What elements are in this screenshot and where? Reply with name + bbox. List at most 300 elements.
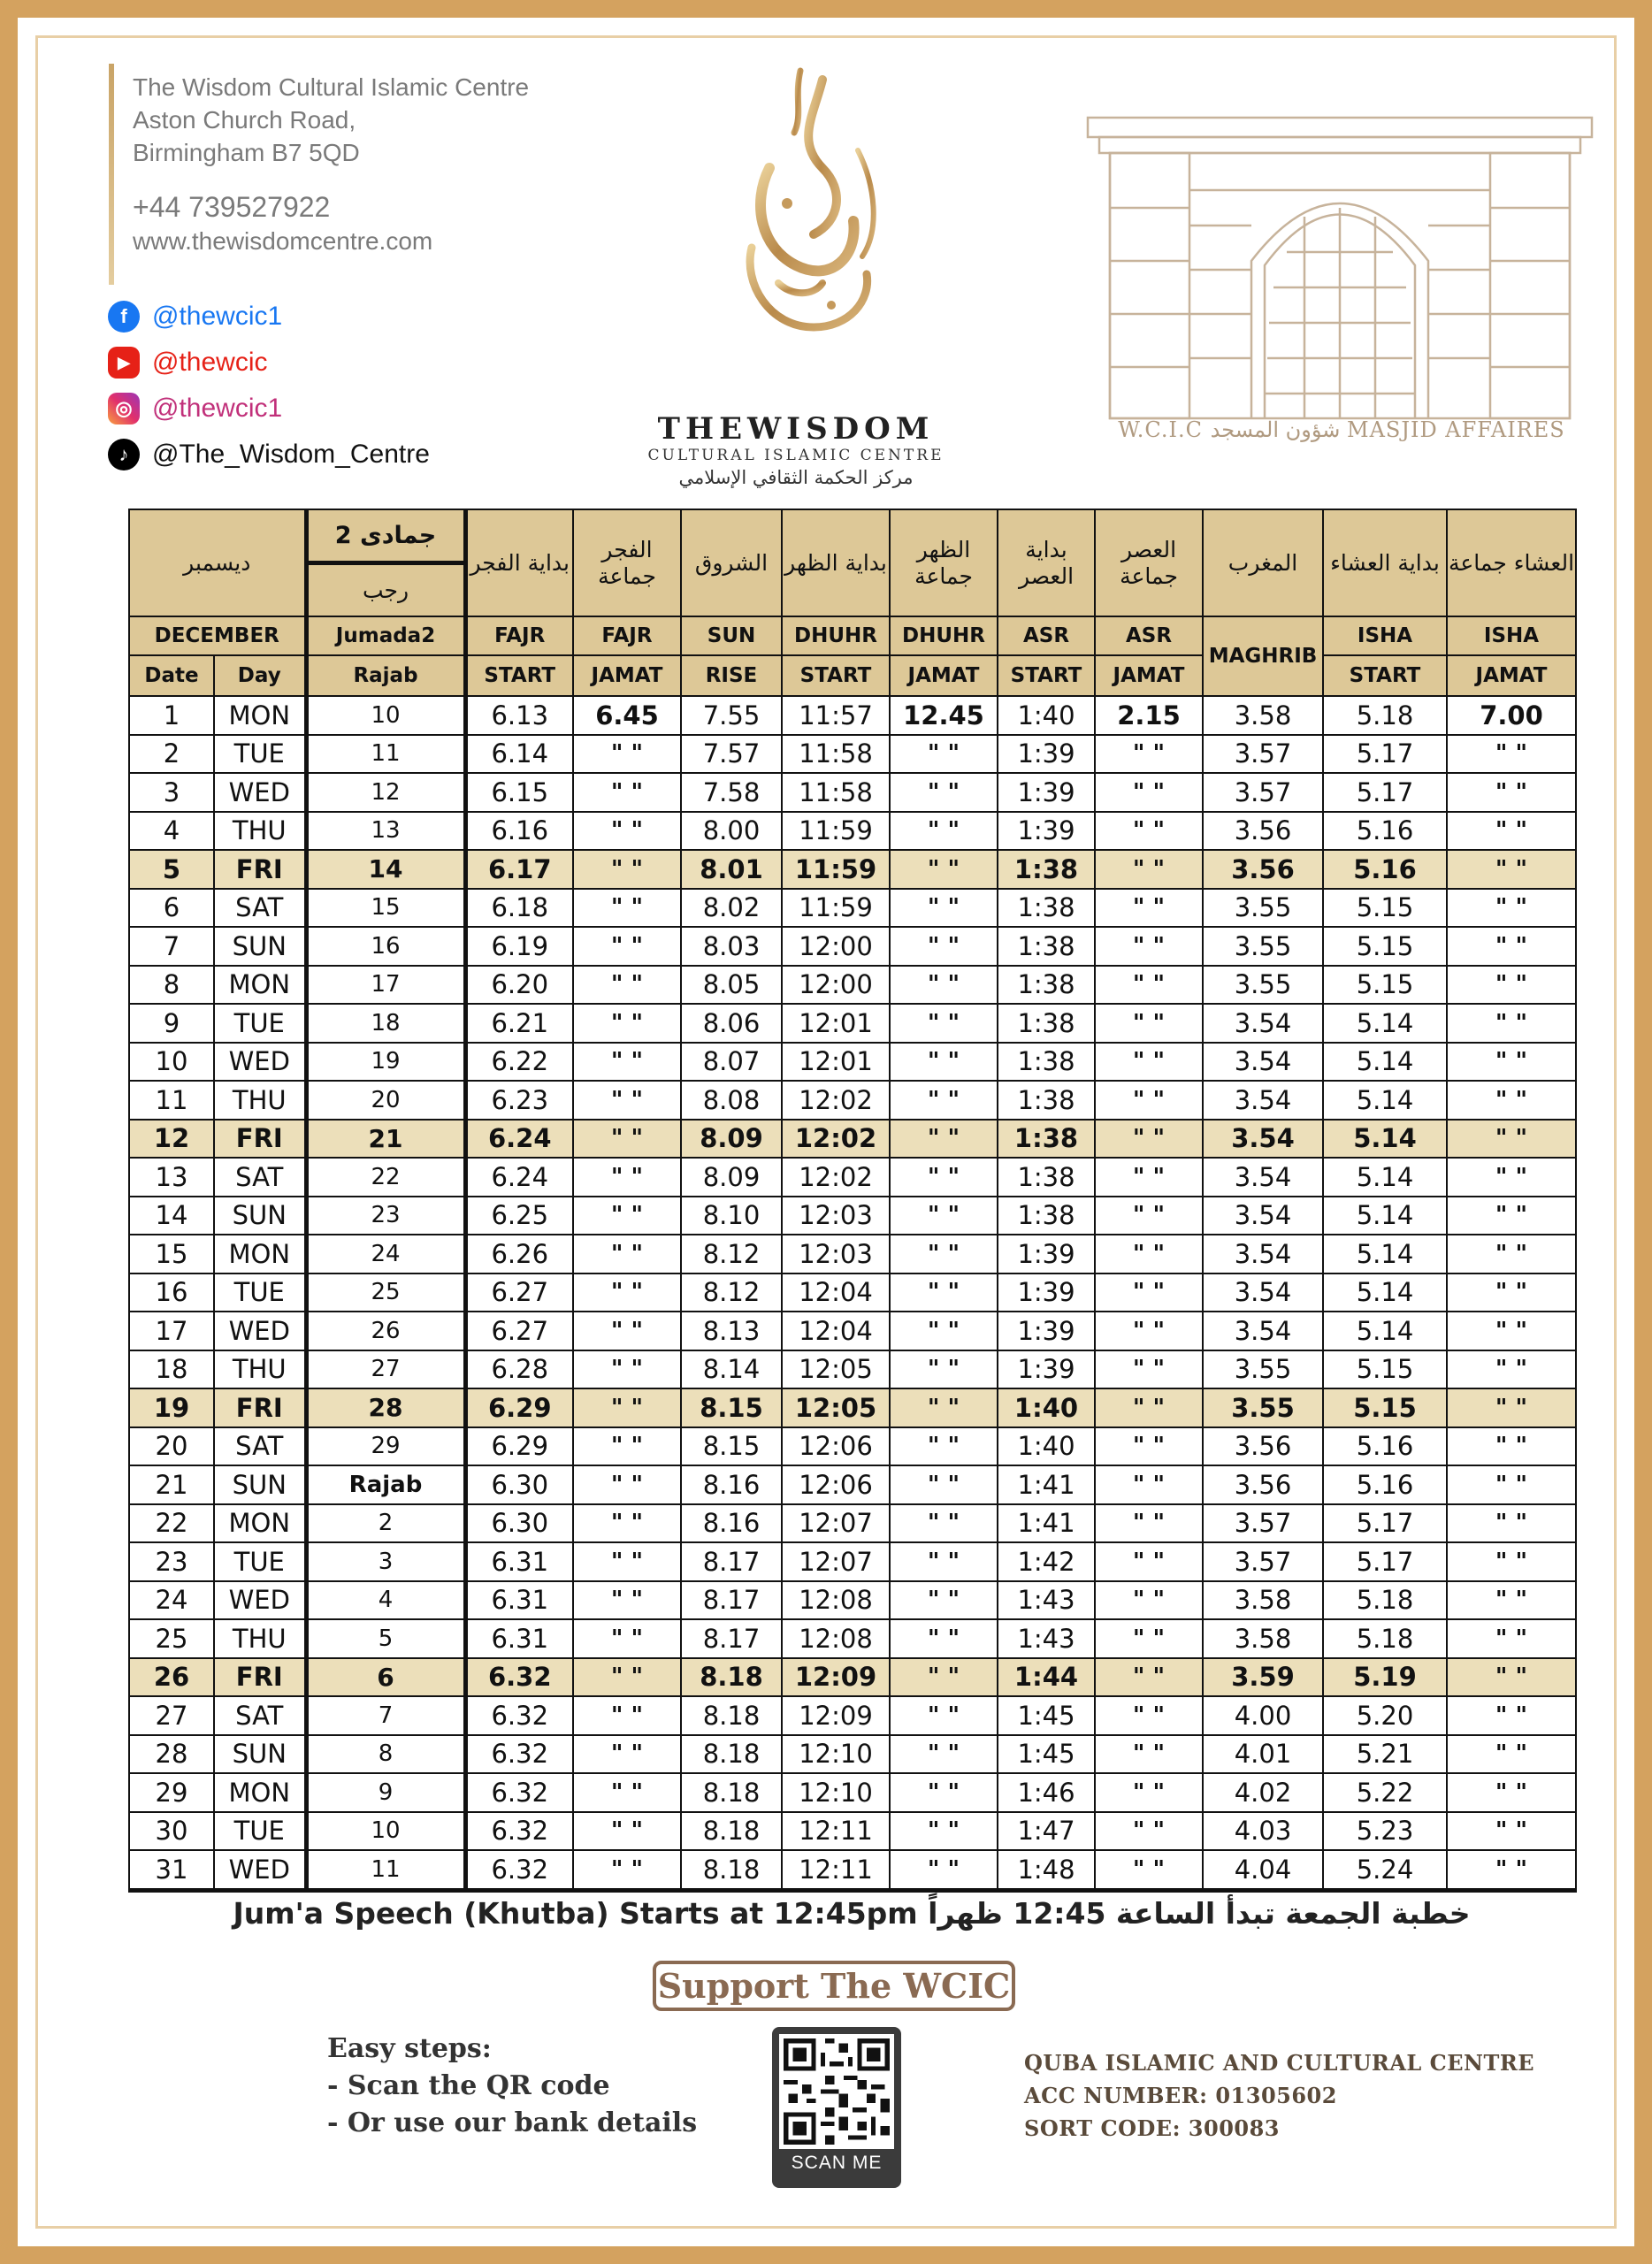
day-cell: FRI: [214, 850, 306, 889]
hijri-cell: 18: [306, 1004, 465, 1043]
maghrib-cell: 3.54: [1203, 1120, 1323, 1159]
asr-jamat-cell: " ": [1095, 1773, 1203, 1812]
social-tiktok[interactable]: [108, 432, 550, 478]
table-row: [129, 1427, 1576, 1466]
dhuhr-start-cell: 12:10: [782, 1773, 890, 1812]
header-maghrib: MAGHRIB: [1203, 616, 1323, 696]
hijri-cell: Rajab: [306, 1465, 465, 1504]
fajr-jamat-cell: " ": [573, 1388, 681, 1427]
maghrib-cell: 3.57: [1203, 735, 1323, 774]
asr-jamat-cell: " ": [1095, 1735, 1203, 1774]
hijri-cell: 26: [306, 1312, 465, 1350]
maghrib-cell: 3.56: [1203, 850, 1323, 889]
asr-jamat-cell: " ": [1095, 735, 1203, 774]
table-row: [129, 812, 1576, 851]
hijri-cell: 13: [306, 812, 465, 851]
day-cell: WED: [214, 1043, 306, 1082]
isha-jamat-cell: " ": [1447, 1274, 1576, 1312]
fajr-jamat-cell: " ": [573, 1619, 681, 1658]
table-row: [129, 1274, 1576, 1312]
dhuhr-start-cell: 12:01: [782, 1004, 890, 1043]
phone-number: +44 739527922: [133, 191, 331, 223]
day-cell: SUN: [214, 1465, 306, 1504]
date-cell: 9: [129, 1004, 214, 1043]
social-handle: @thewcic1: [152, 302, 283, 331]
header-fajr: FAJR: [465, 616, 573, 655]
youtube-icon: ▶: [108, 347, 140, 379]
date-cell: 20: [129, 1427, 214, 1466]
social-instagram[interactable]: [108, 386, 550, 432]
asr-start-cell: 1:39: [998, 773, 1095, 812]
table-row: [129, 1197, 1576, 1235]
fajr-start-cell: 6.15: [465, 773, 573, 812]
isha-start-cell: 5.14: [1323, 1081, 1447, 1120]
steps-heading: Easy steps:: [327, 2033, 492, 2064]
isha-jamat-cell: " ": [1447, 1542, 1576, 1581]
asr-jamat-cell: " ": [1095, 1158, 1203, 1197]
sunrise-cell: 8.13: [681, 1312, 782, 1350]
asr-jamat-cell: " ": [1095, 1696, 1203, 1735]
fajr-jamat-cell: " ": [573, 1004, 681, 1043]
header-date: Date: [129, 655, 214, 696]
hijri-cell: 23: [306, 1197, 465, 1235]
khutba-notice: Jum'a Speech (Khutba) Starts at 12:45pm خطبة الجمعة تبدأ الساعة 12:45 ظهراً: [233, 1896, 1471, 1931]
dhuhr-start-cell: 12:09: [782, 1696, 890, 1735]
date-cell: 24: [129, 1581, 214, 1620]
qr-code[interactable]: [772, 2027, 901, 2188]
isha-jamat-cell: " ": [1447, 1158, 1576, 1197]
maghrib-cell: 3.57: [1203, 773, 1323, 812]
fajr-jamat-cell: " ": [573, 1465, 681, 1504]
asr-jamat-cell: " ": [1095, 1465, 1203, 1504]
maghrib-cell: 3.54: [1203, 1197, 1323, 1235]
facebook-icon: f: [108, 301, 140, 333]
table-row: [129, 773, 1576, 812]
maghrib-cell: 4.00: [1203, 1696, 1323, 1735]
hijri-cell: 16: [306, 927, 465, 966]
fajr-start-cell: 6.32: [465, 1735, 573, 1774]
day-cell: SAT: [214, 1427, 306, 1466]
header-start: START: [782, 655, 890, 696]
dhuhr-jamat-cell: " ": [890, 773, 998, 812]
maghrib-cell: 3.55: [1203, 889, 1323, 928]
maghrib-cell: 4.03: [1203, 1812, 1323, 1851]
logo-arabic: مركز الحكمة الثقافي الإسلامي: [678, 467, 914, 488]
isha-start-cell: 5.18: [1323, 1581, 1447, 1620]
isha-start-cell: 5.15: [1323, 1350, 1447, 1389]
header-maghrib-arabic: المغرب: [1203, 509, 1323, 616]
asr-jamat-cell: " ": [1095, 1043, 1203, 1082]
header-start: START: [465, 655, 573, 696]
sunrise-cell: 8.17: [681, 1619, 782, 1658]
dhuhr-jamat-cell: " ": [890, 1004, 998, 1043]
table-row: [129, 1850, 1576, 1890]
tiktok-icon: ♪: [108, 439, 140, 470]
hijri-cell: 10: [306, 696, 465, 735]
asr-start-cell: 1:39: [998, 1350, 1095, 1389]
hijri-cell: 21: [306, 1120, 465, 1159]
social-youtube[interactable]: [108, 340, 550, 386]
isha-jamat-cell: " ": [1447, 850, 1576, 889]
day-cell: SAT: [214, 1696, 306, 1735]
date-cell: 10: [129, 1043, 214, 1082]
dhuhr-jamat-cell: " ": [890, 735, 998, 774]
asr-jamat-cell: " ": [1095, 1427, 1203, 1466]
maghrib-cell: 3.55: [1203, 1388, 1323, 1427]
sunrise-cell: 8.12: [681, 1235, 782, 1274]
fajr-jamat-cell: " ": [573, 1427, 681, 1466]
dhuhr-jamat-cell: " ": [890, 1735, 998, 1774]
asr-start-cell: 1:38: [998, 1081, 1095, 1120]
asr-jamat-cell: " ": [1095, 1197, 1203, 1235]
dhuhr-start-cell: 11:59: [782, 889, 890, 928]
fajr-jamat-cell: " ": [573, 812, 681, 851]
maghrib-cell: 3.54: [1203, 1043, 1323, 1082]
sunrise-cell: 8.16: [681, 1465, 782, 1504]
day-cell: MON: [214, 1773, 306, 1812]
sunrise-cell: 8.09: [681, 1120, 782, 1159]
fajr-start-cell: 6.31: [465, 1619, 573, 1658]
date-cell: 17: [129, 1312, 214, 1350]
dhuhr-start-cell: 12:11: [782, 1850, 890, 1890]
dhuhr-jamat-cell: " ": [890, 1504, 998, 1543]
day-cell: THU: [214, 1619, 306, 1658]
hijri-cell: 3: [306, 1542, 465, 1581]
maghrib-cell: 4.02: [1203, 1773, 1323, 1812]
calligraphy-logo-icon: [690, 62, 902, 354]
asr-jamat-cell: " ": [1095, 850, 1203, 889]
day-cell: TUE: [214, 1004, 306, 1043]
isha-start-cell: 5.14: [1323, 1120, 1447, 1159]
header-jamat: JAMAT: [573, 655, 681, 696]
asr-jamat-cell: " ": [1095, 1581, 1203, 1620]
asr-start-cell: 1:38: [998, 1197, 1095, 1235]
day-cell: SUN: [214, 1735, 306, 1774]
header-asr: ASR: [998, 616, 1095, 655]
day-cell: FRI: [214, 1388, 306, 1427]
dhuhr-jamat-cell: " ": [890, 1427, 998, 1466]
isha-start-cell: 5.17: [1323, 1504, 1447, 1543]
asr-start-cell: 1:43: [998, 1619, 1095, 1658]
header-dhuhr-start-arabic: بداية الظهر: [782, 509, 890, 616]
table-row: [129, 1158, 1576, 1197]
hijri-cell: 17: [306, 966, 465, 1005]
table-row: [129, 1388, 1576, 1427]
asr-jamat-cell: " ": [1095, 1388, 1203, 1427]
asr-start-cell: 1:47: [998, 1812, 1095, 1851]
maghrib-cell: 3.58: [1203, 696, 1323, 735]
sunrise-cell: 8.17: [681, 1581, 782, 1620]
dhuhr-jamat-cell: " ": [890, 1197, 998, 1235]
dhuhr-jamat-cell: " ": [890, 1773, 998, 1812]
hijri-cell: 24: [306, 1235, 465, 1274]
header-dhuhr-j: DHUHR: [890, 616, 998, 655]
day-cell: WED: [214, 1850, 306, 1890]
maghrib-cell: 3.58: [1203, 1619, 1323, 1658]
arabic-header-row: [129, 509, 1576, 563]
header-asr-jamat-arabic: العصر جماعة: [1095, 509, 1203, 616]
date-cell: 7: [129, 927, 214, 966]
isha-start-cell: 5.16: [1323, 850, 1447, 889]
day-cell: WED: [214, 773, 306, 812]
asr-start-cell: 1:38: [998, 889, 1095, 928]
dhuhr-start-cell: 12:04: [782, 1274, 890, 1312]
header-sunrise-arabic: الشروق: [681, 509, 782, 616]
isha-jamat-cell: " ": [1447, 1350, 1576, 1389]
asr-start-cell: 1:39: [998, 1235, 1095, 1274]
asr-jamat-cell: " ": [1095, 1542, 1203, 1581]
asr-jamat-cell: " ": [1095, 927, 1203, 966]
isha-start-cell: 5.16: [1323, 1427, 1447, 1466]
dhuhr-start-cell: 12:10: [782, 1735, 890, 1774]
table-row: [129, 966, 1576, 1005]
isha-start-cell: 5.14: [1323, 1004, 1447, 1043]
table-row: [129, 1542, 1576, 1581]
dhuhr-jamat-cell: " ": [890, 1850, 998, 1890]
date-cell: 12: [129, 1120, 214, 1159]
date-cell: 4: [129, 812, 214, 851]
social-handle: @thewcic: [152, 348, 268, 377]
hijri-cell: 2: [306, 1504, 465, 1543]
maghrib-cell: 3.54: [1203, 1274, 1323, 1312]
table-row: [129, 1081, 1576, 1120]
header-dhuhr-jamat-arabic: الظهر جماعة: [890, 509, 998, 616]
isha-jamat-cell: " ": [1447, 1312, 1576, 1350]
fajr-jamat-cell: " ": [573, 1542, 681, 1581]
asr-start-cell: 1:40: [998, 1388, 1095, 1427]
dhuhr-start-cell: 11:58: [782, 773, 890, 812]
logo-title: THEWISDOM: [657, 411, 935, 447]
header-month-arabic: ديسمبر: [129, 509, 306, 616]
maghrib-cell: 3.54: [1203, 1081, 1323, 1120]
fajr-jamat-cell: " ": [573, 1158, 681, 1197]
fajr-start-cell: 6.14: [465, 735, 573, 774]
qr-label: SCAN ME: [791, 2153, 883, 2173]
day-cell: WED: [214, 1312, 306, 1350]
day-cell: SAT: [214, 1158, 306, 1197]
maghrib-cell: 3.57: [1203, 1504, 1323, 1543]
date-cell: 22: [129, 1504, 214, 1543]
dhuhr-jamat-cell: " ": [890, 1696, 998, 1735]
date-cell: 30: [129, 1812, 214, 1851]
asr-start-cell: 1:40: [998, 1427, 1095, 1466]
date-cell: 11: [129, 1081, 214, 1120]
fajr-jamat-cell: " ": [573, 735, 681, 774]
website-link[interactable]: www.thewisdomcentre.com: [133, 227, 433, 255]
masjid-gate-icon: [1083, 93, 1596, 447]
isha-jamat-cell: " ": [1447, 889, 1576, 928]
social-facebook[interactable]: [108, 294, 550, 340]
asr-jamat-cell: " ": [1095, 1350, 1203, 1389]
table-row: [129, 1619, 1576, 1658]
dhuhr-start-cell: 12:03: [782, 1197, 890, 1235]
isha-start-cell: 5.16: [1323, 812, 1447, 851]
isha-start-cell: 5.17: [1323, 1542, 1447, 1581]
isha-jamat-cell: " ": [1447, 1504, 1576, 1543]
sunrise-cell: 8.18: [681, 1773, 782, 1812]
fajr-start-cell: 6.31: [465, 1542, 573, 1581]
day-cell: TUE: [214, 1274, 306, 1312]
sunrise-cell: 8.07: [681, 1043, 782, 1082]
fajr-start-cell: 6.27: [465, 1312, 573, 1350]
day-cell: WED: [214, 1581, 306, 1620]
isha-start-cell: 5.15: [1323, 1388, 1447, 1427]
maghrib-cell: 3.55: [1203, 1350, 1323, 1389]
dhuhr-start-cell: 11:57: [782, 696, 890, 735]
sunrise-cell: 8.18: [681, 1735, 782, 1774]
dhuhr-jamat-cell: " ": [890, 1158, 998, 1197]
date-cell: 14: [129, 1197, 214, 1235]
fajr-jamat-cell: " ": [573, 1735, 681, 1774]
asr-start-cell: 1:41: [998, 1465, 1095, 1504]
asr-jamat-cell: " ": [1095, 773, 1203, 812]
day-cell: SAT: [214, 889, 306, 928]
isha-jamat-cell: " ": [1447, 1388, 1576, 1427]
maghrib-cell: 4.01: [1203, 1735, 1323, 1774]
fajr-start-cell: 6.32: [465, 1812, 573, 1851]
hijri-cell: 11: [306, 1850, 465, 1890]
asr-start-cell: 1:48: [998, 1850, 1095, 1890]
dhuhr-start-cell: 12:06: [782, 1427, 890, 1466]
day-cell: TUE: [214, 1542, 306, 1581]
isha-start-cell: 5.14: [1323, 1043, 1447, 1082]
header-fajr-j: FAJR: [573, 616, 681, 655]
sunrise-cell: 8.00: [681, 812, 782, 851]
header-isha-start-arabic: بداية العشاء: [1323, 509, 1447, 616]
fajr-start-cell: 6.32: [465, 1850, 573, 1890]
sunrise-cell: 7.58: [681, 773, 782, 812]
fajr-start-cell: 6.16: [465, 812, 573, 851]
sunrise-cell: 8.09: [681, 1158, 782, 1197]
isha-jamat-cell: " ": [1447, 1658, 1576, 1697]
isha-jamat-cell: " ": [1447, 927, 1576, 966]
day-cell: TUE: [214, 735, 306, 774]
fajr-jamat-cell: " ": [573, 1043, 681, 1082]
masjid-caption: W.C.I.C شؤون المسجد MASJID AFFAIRES: [1118, 417, 1565, 442]
dhuhr-start-cell: 11:58: [782, 735, 890, 774]
isha-jamat-cell: " ": [1447, 1120, 1576, 1159]
fajr-start-cell: 6.19: [465, 927, 573, 966]
fajr-jamat-cell: " ": [573, 1120, 681, 1159]
date-cell: 26: [129, 1658, 214, 1697]
fajr-jamat-cell: " ": [573, 1581, 681, 1620]
asr-start-cell: 1:38: [998, 1043, 1095, 1082]
isha-start-cell: 5.20: [1323, 1696, 1447, 1735]
maghrib-cell: 3.56: [1203, 812, 1323, 851]
fajr-start-cell: 6.24: [465, 1158, 573, 1197]
isha-start-cell: 5.22: [1323, 1773, 1447, 1812]
header-hijri-top-arabic: جمادى 2: [306, 509, 465, 563]
isha-jamat-cell: " ": [1447, 1696, 1576, 1735]
table-row: [129, 927, 1576, 966]
asr-start-cell: 1:41: [998, 1504, 1095, 1543]
table-row: [129, 1696, 1576, 1735]
fajr-start-cell: 6.27: [465, 1274, 573, 1312]
table-row: [129, 1350, 1576, 1389]
asr-jamat-cell: " ": [1095, 812, 1203, 851]
fajr-start-cell: 6.30: [465, 1504, 573, 1543]
hijri-cell: 29: [306, 1427, 465, 1466]
table-row: [129, 1504, 1576, 1543]
asr-jamat-cell: " ": [1095, 1850, 1203, 1890]
dhuhr-jamat-cell: " ": [890, 1120, 998, 1159]
asr-start-cell: 1:38: [998, 966, 1095, 1005]
header-jamat: JAMAT: [1095, 655, 1203, 696]
maghrib-cell: 3.55: [1203, 927, 1323, 966]
asr-jamat-cell: " ": [1095, 1235, 1203, 1274]
contact-block: [133, 71, 593, 257]
asr-jamat-cell: " ": [1095, 966, 1203, 1005]
isha-jamat-cell: " ": [1447, 773, 1576, 812]
isha-jamat-cell: " ": [1447, 1427, 1576, 1466]
dhuhr-start-cell: 12:09: [782, 1658, 890, 1697]
fajr-jamat-cell: " ": [573, 1504, 681, 1543]
fajr-start-cell: 6.25: [465, 1197, 573, 1235]
day-cell: THU: [214, 812, 306, 851]
date-cell: 8: [129, 966, 214, 1005]
dhuhr-jamat-cell: " ": [890, 1043, 998, 1082]
hijri-cell: 25: [306, 1274, 465, 1312]
dhuhr-start-cell: 12:05: [782, 1388, 890, 1427]
fajr-jamat-cell: " ": [573, 1812, 681, 1851]
dhuhr-start-cell: 12:04: [782, 1312, 890, 1350]
hijri-cell: 4: [306, 1581, 465, 1620]
sunrise-cell: 7.55: [681, 696, 782, 735]
header-hijri-bottom-english: Rajab: [306, 655, 465, 696]
asr-jamat-cell: " ": [1095, 1081, 1203, 1120]
timetable-body: [129, 696, 1576, 1890]
day-cell: SUN: [214, 927, 306, 966]
address-line: Birmingham B7 5QD: [133, 139, 360, 166]
hijri-cell: 8: [306, 1735, 465, 1774]
fajr-jamat-cell: " ": [573, 927, 681, 966]
asr-jamat-cell: " ": [1095, 1619, 1203, 1658]
fajr-start-cell: 6.31: [465, 1581, 573, 1620]
isha-jamat-cell: " ": [1447, 812, 1576, 851]
day-cell: THU: [214, 1081, 306, 1120]
address-line: The Wisdom Cultural Islamic Centre: [133, 73, 530, 101]
asr-jamat-cell: " ": [1095, 1274, 1203, 1312]
date-cell: 5: [129, 850, 214, 889]
fajr-jamat-cell: " ": [573, 1197, 681, 1235]
date-cell: 2: [129, 735, 214, 774]
fajr-start-cell: 6.32: [465, 1696, 573, 1735]
date-cell: 1: [129, 696, 214, 735]
isha-start-cell: 5.15: [1323, 966, 1447, 1005]
dhuhr-jamat-cell: " ": [890, 927, 998, 966]
isha-start-cell: 5.19: [1323, 1658, 1447, 1697]
contact-divider: [109, 64, 114, 285]
header-start: START: [998, 655, 1095, 696]
dhuhr-jamat-cell: " ": [890, 1081, 998, 1120]
dhuhr-start-cell: 12:06: [782, 1465, 890, 1504]
maghrib-cell: 3.56: [1203, 1465, 1323, 1504]
step-item: - Or use our bank details: [327, 2107, 698, 2138]
dhuhr-start-cell: 12:01: [782, 1043, 890, 1082]
day-cell: MON: [214, 1504, 306, 1543]
hijri-cell: 11: [306, 735, 465, 774]
asr-jamat-cell: " ": [1095, 1658, 1203, 1697]
isha-start-cell: 5.14: [1323, 1235, 1447, 1274]
dhuhr-jamat-cell: " ": [890, 1235, 998, 1274]
maghrib-cell: 3.54: [1203, 1235, 1323, 1274]
sunrise-cell: 8.08: [681, 1081, 782, 1120]
hijri-cell: 7: [306, 1696, 465, 1735]
table-row: [129, 1773, 1576, 1812]
bank-details: [1024, 2046, 1534, 2145]
maghrib-cell: 3.59: [1203, 1658, 1323, 1697]
step-item: - Scan the QR code: [327, 2070, 610, 2101]
